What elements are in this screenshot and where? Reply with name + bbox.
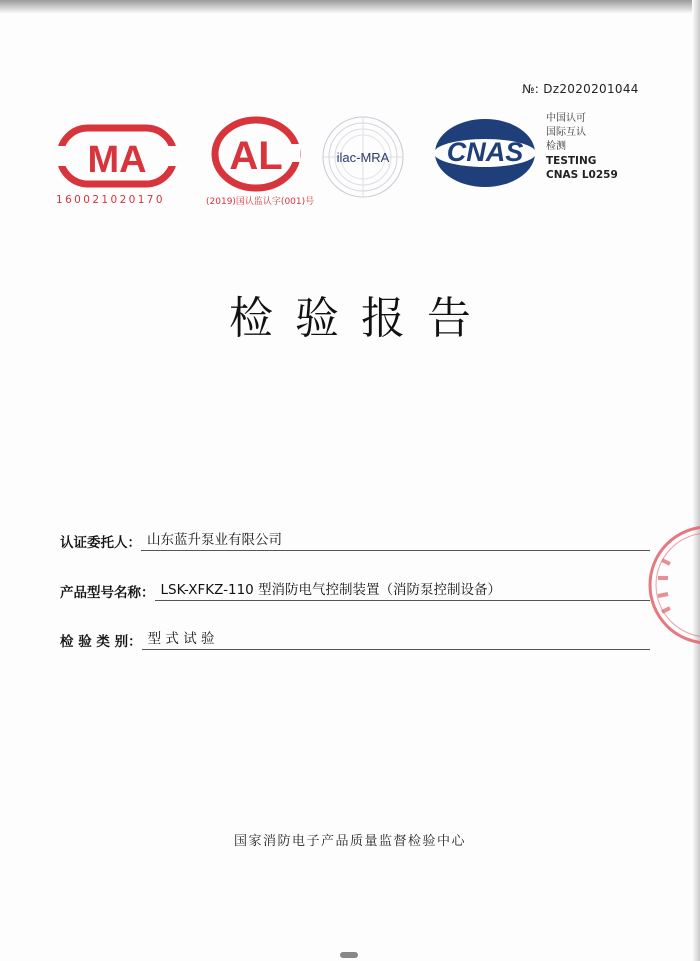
issuing-organization: 国家消防电子产品质量监督检验中心 bbox=[233, 834, 466, 849]
report-number: №: Dz2020201044 bbox=[522, 82, 639, 96]
client-field bbox=[60, 528, 650, 551]
cma-logo bbox=[56, 122, 178, 190]
ilac-mra-logo bbox=[318, 112, 408, 202]
scan-top-edge bbox=[0, 0, 700, 14]
cal-code: (2019)国认监认字(001)号 bbox=[206, 197, 315, 207]
cnas-line: 检测 bbox=[546, 141, 566, 152]
cnas-line: 中国认可 bbox=[546, 113, 586, 124]
report-title: 检验报告 bbox=[229, 293, 493, 344]
official-seal-stamp bbox=[644, 520, 700, 654]
binding-mark bbox=[340, 952, 358, 958]
cnas-accreditation-text bbox=[546, 112, 618, 182]
product-value: LSK-XFKZ-110 型消防电气控制装置（消防泵控制设备） bbox=[155, 578, 651, 601]
product-label: 产品型号名称： bbox=[60, 585, 155, 601]
inspection-type-field bbox=[60, 627, 650, 650]
cma-code: 160021020170 bbox=[56, 194, 165, 206]
product-field bbox=[60, 578, 650, 601]
cma-logo-text: MA bbox=[87, 139, 147, 181]
scan-right-edge bbox=[692, 0, 700, 961]
ilac-logo-text: ilac-MRA bbox=[336, 150, 390, 165]
inspection-type-value: 型 式 试 验 bbox=[142, 627, 650, 650]
cal-logo-text: AL bbox=[229, 134, 283, 178]
cnas-testing-label: TESTING bbox=[546, 155, 597, 167]
cnas-line: 国际互认 bbox=[546, 127, 586, 138]
cnas-number: CNAS L0259 bbox=[546, 169, 618, 181]
client-label: 认证委托人： bbox=[60, 535, 141, 551]
cnas-logo-text: CNAS bbox=[446, 137, 524, 167]
inspection-type-label: 检 验 类 别： bbox=[60, 634, 142, 650]
cnas-logo bbox=[432, 116, 538, 190]
cal-logo bbox=[210, 116, 302, 194]
client-value: 山东蓝升泵业有限公司 bbox=[141, 528, 650, 551]
